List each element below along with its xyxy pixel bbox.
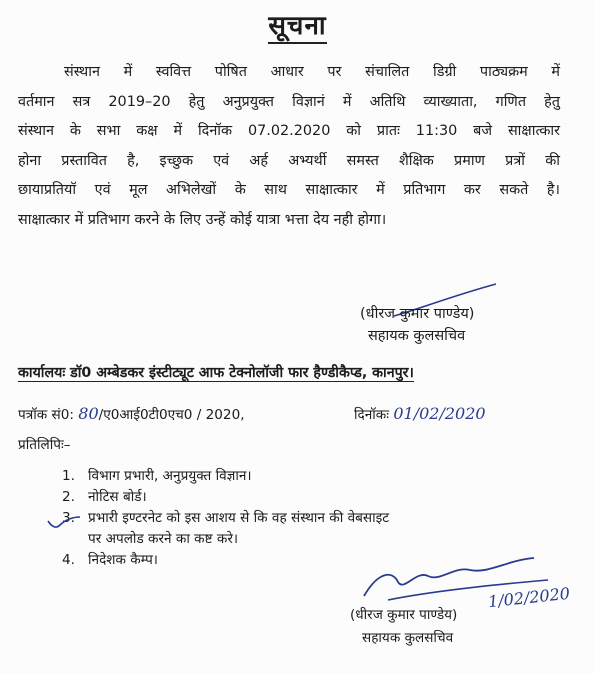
notice-line: वर्तमान सत्र 2019–20 हेतु अनुप्रयुक्त विज्ञानं में अतिथि व्याख्याता, गणित हेतु <box>18 93 560 110</box>
date-handwritten: 01/02/2020 <box>393 404 486 423</box>
date-field <box>354 404 486 423</box>
list-item: 2. नोटिस बोर्ड। <box>62 489 147 505</box>
list-item: 3. प्रभारी इण्टरनेट को इस आशय से कि वह संस्थान की वेबसाइट <box>62 510 390 526</box>
letter-number <box>18 404 245 423</box>
signatory-designation: सहायक कुलसचिव <box>368 328 466 344</box>
notice-line: साक्षात्कार में प्रतिभाग करने के लिए उन्हें कोई यात्रा भत्ता देय नही होगा। <box>18 211 387 228</box>
list-item: 1. विभाग प्रभारी, अनुप्रयुक्त विज्ञान। <box>62 468 252 484</box>
letter-number-suffix: /ए0आई0टी0एच0 / 2020, <box>98 407 245 423</box>
letter-number-handwritten: 80 <box>78 404 99 423</box>
notice-line: छायाप्रतियॉ एवं मूल अभिलेखों के साथ साक्षात्कार में प्रतिभाग कर सकते है। <box>18 182 560 198</box>
footer-signature-date: 1/02/2020 <box>487 583 571 612</box>
notice-line: होना प्रस्तावित है, इच्छुक एवं अर्ह अभ्यर्थी समस्त शैक्षिक प्रमाण प्रत्रों की <box>18 152 560 169</box>
tick-mark <box>46 511 82 533</box>
notice-line: संस्थान में स्ववित्त पोषित आधार पर संचालित डिग्री पाठ्यक्रम में <box>64 64 560 80</box>
list-item: पर अपलोड करने का कष्ट करे। <box>88 531 239 547</box>
list-item: 4. निदेशक कैम्प। <box>62 552 158 568</box>
notice-title: सूचना <box>0 6 595 42</box>
footer-signatory-name: (धीरज कुमार पाण्डेय) <box>350 607 458 623</box>
footer-signatory-designation: सहायक कुलसचिव <box>362 630 454 646</box>
notice-body <box>18 58 560 235</box>
notice-line: संस्थान के सभा कक्ष में दिनॉक 07.02.2020 को प्रातः 11:30 बजे साक्षात्कार <box>18 123 560 139</box>
copy-list <box>62 466 389 571</box>
letter-number-label: पत्रॉक सं0: <box>18 407 74 423</box>
copy-heading: प्रतिलिपिः– <box>18 437 71 453</box>
signatory-name: (धीरज कुमार पाण्डेय) <box>360 306 475 322</box>
office-line: कार्यालयः डॉ0 अम्बेडकर इंस्टीट्यूट आफ टेक्नोलॉजी फार हैण्डीकैप्ड, कानपुर। <box>18 365 414 381</box>
date-label: दिनॉकः <box>354 407 389 423</box>
